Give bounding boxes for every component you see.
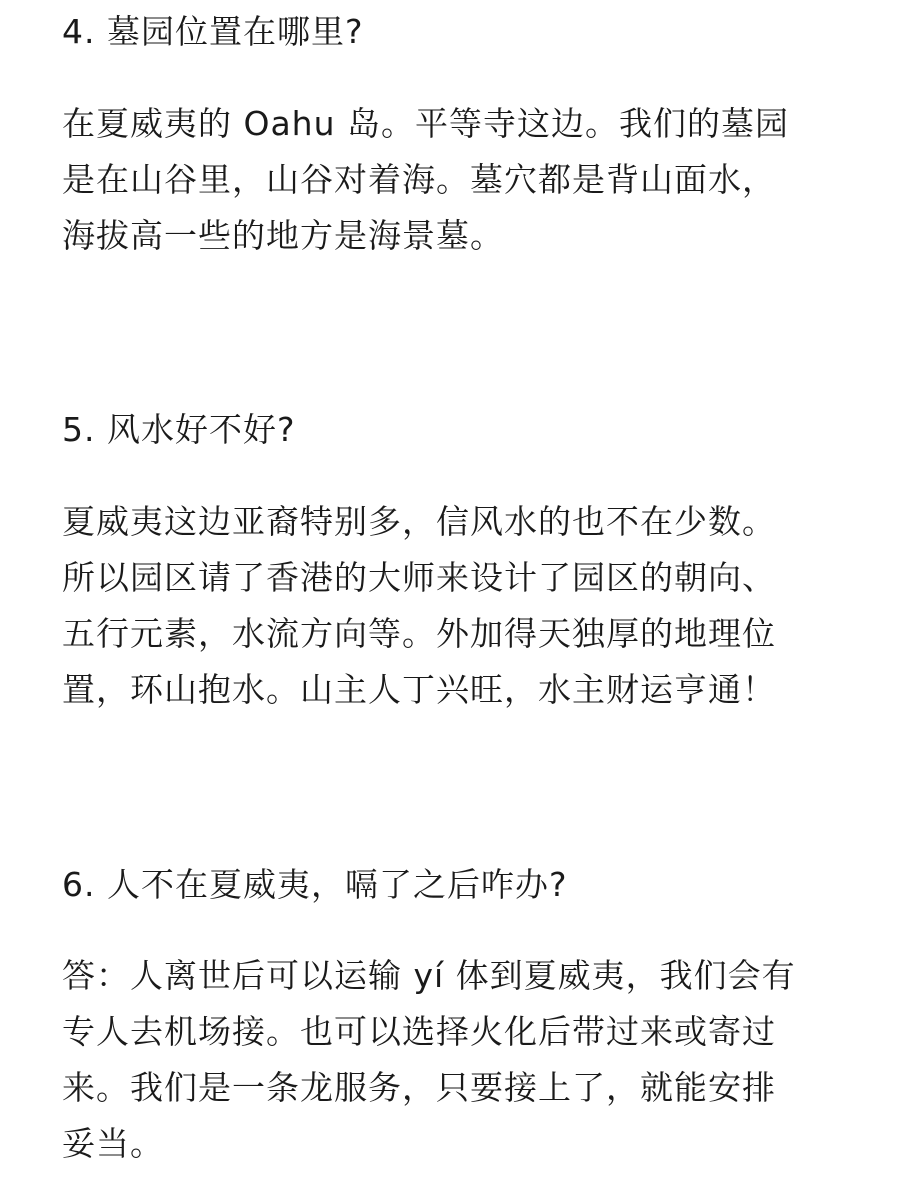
answer-5-line-4: 置，环山抱水。山主人丁兴旺，水主财运亨通！ xyxy=(62,670,776,709)
question-4-heading: 4. 墓园位置在哪里? xyxy=(62,12,364,51)
answer-6-line-2: 专人去机场接。也可以选择火化后带过来或寄过 xyxy=(62,1012,776,1051)
question-6-heading: 6. 人不在夏威夷，嗝了之后咋办? xyxy=(62,865,568,904)
answer-4-line-1: 在夏威夷的 Oahu 岛。平等寺这边。我们的墓园 xyxy=(62,104,790,143)
answer-6-line-1: 答：人离世后可以运输 yí 体到夏威夷，我们会有 xyxy=(62,956,796,995)
answer-4-line-2: 是在山谷里，山谷对着海。墓穴都是背山面水， xyxy=(62,160,776,199)
answer-6-line-3: 来。我们是一条龙服务，只要接上了，就能安排 xyxy=(62,1068,776,1107)
answer-5-line-2: 所以园区请了香港的大师来设计了园区的朝向、 xyxy=(62,558,776,597)
answer-5-line-1: 夏威夷这边亚裔特别多，信风水的也不在少数。 xyxy=(62,502,776,541)
answer-6-line-4: 妥当。 xyxy=(62,1124,164,1163)
question-5-heading: 5. 风水好不好? xyxy=(62,410,296,449)
answer-5-line-3: 五行元素，水流方向等。外加得天独厚的地理位 xyxy=(62,614,776,653)
answer-4-line-3: 海拔高一些的地方是海景墓。 xyxy=(62,216,504,255)
